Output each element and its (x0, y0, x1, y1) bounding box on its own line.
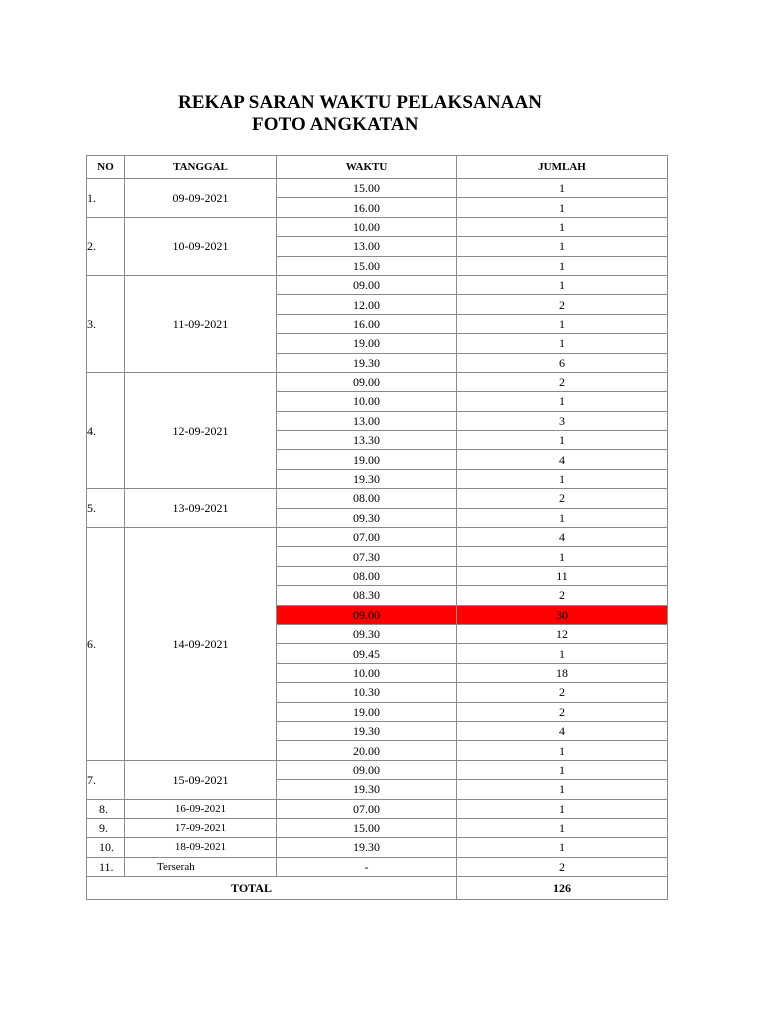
count-cell: 1 (457, 644, 668, 663)
row-number-cell: 5. (87, 489, 125, 528)
time-cell: 19.30 (277, 838, 457, 857)
table-row (87, 857, 668, 876)
date-cell: 15-09-2021 (125, 760, 277, 799)
time-cell: 15.00 (277, 256, 457, 275)
count-cell: 1 (457, 314, 668, 333)
date-cell: 18-09-2021 (125, 838, 277, 857)
header-waktu: WAKTU (277, 156, 457, 179)
count-cell: 4 (457, 528, 668, 547)
total-row (87, 877, 668, 900)
count-cell: 18 (457, 663, 668, 682)
document-title-line1: REKAP SARAN WAKTU PELAKSANAAN (178, 92, 543, 113)
time-cell: 15.00 (277, 179, 457, 198)
table-row (87, 275, 668, 294)
count-cell: 30 (457, 605, 668, 624)
date-cell: 09-09-2021 (125, 179, 277, 218)
time-cell: 09.00 (277, 372, 457, 391)
header-tanggal: TANGGAL (125, 156, 277, 179)
table-body (87, 179, 668, 877)
count-cell: 1 (457, 760, 668, 779)
count-cell: 1 (457, 392, 668, 411)
count-cell: 1 (457, 547, 668, 566)
table-row (87, 528, 668, 547)
time-cell: 20.00 (277, 741, 457, 760)
header-jumlah: JUMLAH (457, 156, 668, 179)
row-number-cell: 2. (87, 217, 125, 275)
count-cell: 1 (457, 275, 668, 294)
time-cell: 10.30 (277, 683, 457, 702)
count-cell: 1 (457, 780, 668, 799)
table-row (87, 838, 668, 857)
count-cell: 2 (457, 702, 668, 721)
table-row (87, 818, 668, 837)
total-label: TOTAL (87, 877, 457, 900)
count-cell: 1 (457, 334, 668, 353)
date-cell: 17-09-2021 (125, 818, 277, 837)
table-header-row (87, 156, 668, 179)
count-cell: 1 (457, 256, 668, 275)
time-cell: 10.00 (277, 392, 457, 411)
date-cell: 12-09-2021 (125, 372, 277, 488)
count-cell: 12 (457, 624, 668, 643)
time-cell: 15.00 (277, 818, 457, 837)
time-cell: 07.30 (277, 547, 457, 566)
count-cell: 1 (457, 217, 668, 236)
table-row (87, 217, 668, 236)
date-cell: 14-09-2021 (125, 528, 277, 761)
count-cell: 1 (457, 198, 668, 217)
count-cell: 2 (457, 857, 668, 876)
row-number-cell: 6. (87, 528, 125, 761)
header-no: NO (87, 156, 125, 179)
time-cell: 09.00 (277, 760, 457, 779)
row-number-cell: 3. (87, 275, 125, 372)
table-row (87, 760, 668, 779)
time-cell: 07.00 (277, 528, 457, 547)
time-cell: 19.30 (277, 780, 457, 799)
row-number-cell: 8. (87, 799, 125, 818)
row-number-cell: 9. (87, 818, 125, 837)
time-cell: 08.00 (277, 566, 457, 585)
date-cell: 10-09-2021 (125, 217, 277, 275)
date-cell: 13-09-2021 (125, 489, 277, 528)
time-cell: 09.30 (277, 508, 457, 527)
count-cell: 1 (457, 508, 668, 527)
time-cell: 07.00 (277, 799, 457, 818)
count-cell: 4 (457, 721, 668, 740)
count-cell: 6 (457, 353, 668, 372)
table-row (87, 179, 668, 198)
date-cell: 16-09-2021 (125, 799, 277, 818)
count-cell: 2 (457, 372, 668, 391)
row-number-cell: 10. (87, 838, 125, 857)
row-number-cell: 7. (87, 760, 125, 799)
row-number-cell: 4. (87, 372, 125, 488)
time-cell: 16.00 (277, 198, 457, 217)
count-cell: 1 (457, 179, 668, 198)
table-row (87, 799, 668, 818)
row-number-cell: 11. (87, 857, 125, 876)
count-cell: 1 (457, 741, 668, 760)
time-cell: - (277, 857, 457, 876)
time-cell: 12.00 (277, 295, 457, 314)
time-cell: 19.00 (277, 702, 457, 721)
count-cell: 2 (457, 683, 668, 702)
document-title-line2: FOTO ANGKATAN (252, 114, 419, 135)
count-cell: 1 (457, 469, 668, 488)
count-cell: 1 (457, 818, 668, 837)
count-cell: 2 (457, 586, 668, 605)
count-cell: 2 (457, 295, 668, 314)
time-cell: 10.00 (277, 217, 457, 236)
total-value: 126 (457, 877, 668, 900)
count-cell: 1 (457, 799, 668, 818)
time-cell: 19.00 (277, 450, 457, 469)
recap-table (86, 155, 668, 900)
date-cell: 11-09-2021 (125, 275, 277, 372)
time-cell: 08.30 (277, 586, 457, 605)
count-cell: 1 (457, 838, 668, 857)
count-cell: 11 (457, 566, 668, 585)
table-row (87, 489, 668, 508)
time-cell: 09.00 (277, 605, 457, 624)
time-cell: 10.00 (277, 663, 457, 682)
time-cell: 08.00 (277, 489, 457, 508)
date-cell: Terserah (125, 857, 277, 876)
time-cell: 19.30 (277, 721, 457, 740)
time-cell: 19.30 (277, 469, 457, 488)
time-cell: 09.30 (277, 624, 457, 643)
time-cell: 13.30 (277, 431, 457, 450)
count-cell: 1 (457, 431, 668, 450)
time-cell: 09.00 (277, 275, 457, 294)
count-cell: 4 (457, 450, 668, 469)
time-cell: 19.00 (277, 334, 457, 353)
time-cell: 13.00 (277, 411, 457, 430)
time-cell: 16.00 (277, 314, 457, 333)
time-cell: 13.00 (277, 237, 457, 256)
count-cell: 1 (457, 237, 668, 256)
row-number-cell: 1. (87, 179, 125, 218)
table-row (87, 372, 668, 391)
time-cell: 09.45 (277, 644, 457, 663)
count-cell: 3 (457, 411, 668, 430)
time-cell: 19.30 (277, 353, 457, 372)
count-cell: 2 (457, 489, 668, 508)
